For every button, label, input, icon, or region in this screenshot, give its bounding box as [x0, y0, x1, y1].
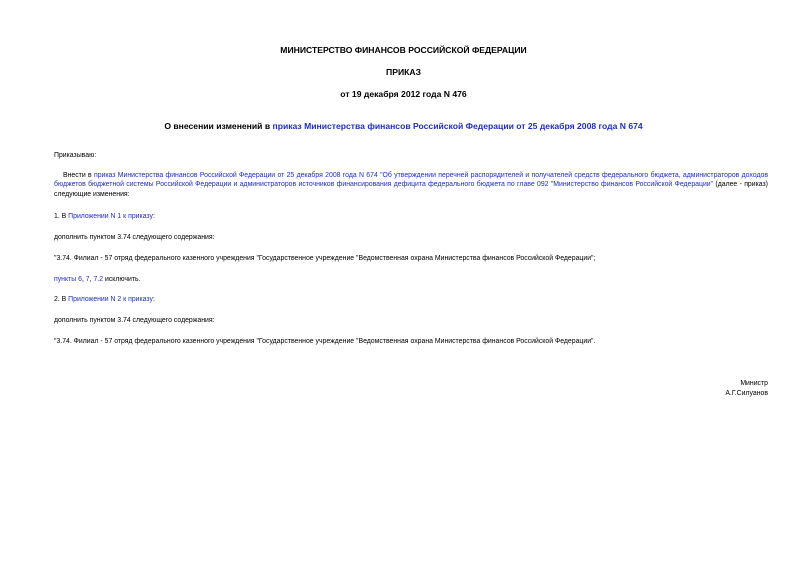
item2-prefix: 2. В — [54, 296, 69, 303]
item2-appendix-link[interactable]: Приложении N 2 к приказу — [68, 296, 153, 303]
date-number-heading: от 19 декабря 2012 года N 476 — [340, 89, 467, 99]
item2-quote: "3.74. Филиал - 57 отряд федерального казенного учреждения "Государственное учреждение "Ведомственная охрана Министерства финансов Российской Федерации". — [54, 338, 596, 345]
item1-prefix: 1. В — [54, 213, 69, 220]
signature-position: Министр — [740, 380, 768, 387]
item2-suffix: : — [152, 296, 155, 303]
points-suffix: исключить. — [103, 276, 141, 283]
title-order-link[interactable]: приказ Министерства финансов Российской Федерации от 25 декабря 2008 года N 674 — [272, 121, 643, 131]
item1-add-text: дополнить пунктом 3.74 следующего содержания: — [54, 234, 215, 241]
title-prefix: О внесении изменений в — [164, 121, 273, 131]
doc-type-heading: ПРИКАЗ — [386, 67, 421, 77]
order-word: Приказываю: — [54, 152, 97, 159]
point-6-link[interactable]: пункты 6 — [54, 276, 82, 283]
item2-add-text: дополнить пунктом 3.74 следующего содержания: — [54, 317, 215, 324]
item1-heading — [54, 212, 155, 221]
item1-suffix: : — [152, 213, 155, 220]
ministry-heading: МИНИСТЕРСТВО ФИНАНСОВ РОССИЙСКОЙ ФЕДЕРАЦИИ — [280, 45, 527, 55]
intro-prefix: Внести в — [63, 172, 94, 179]
points-sep1: , — [81, 276, 86, 283]
document-title — [0, 121, 807, 132]
item1-points — [54, 275, 141, 284]
signature-name: А.Г.Силуанов — [725, 390, 768, 397]
point-7-2-link[interactable]: 7.2 — [93, 276, 104, 283]
intro-order-link[interactable]: приказ Министерства финансов Российской Федерации от 25 декабря 2008 года N 674 "Об утверждении перечней распорядителей и получателей средств федерального бюджета, администраторов доходов бюджетов бюджетной системы Российской Федерации и администраторов источников финансирования дефицита федерального бюджета по главе 092 "Министерство финансов Российской Федерации" — [54, 172, 768, 189]
points-sep2: , — [89, 276, 94, 283]
item1-appendix-link[interactable]: Приложении N 1 к приказу — [68, 213, 153, 220]
item1-quote: "3.74. Филиал - 57 отряд федерального казенного учреждения "Государственное учреждение "Ведомственная охрана Министерства финансов Российской Федерации"; — [54, 255, 596, 262]
intro-paragraph — [54, 171, 768, 199]
point-7-link[interactable]: 7 — [85, 276, 90, 283]
intro-suffix: (далее - приказ) следующие изменения: — [54, 181, 768, 198]
item2-heading — [54, 295, 155, 304]
